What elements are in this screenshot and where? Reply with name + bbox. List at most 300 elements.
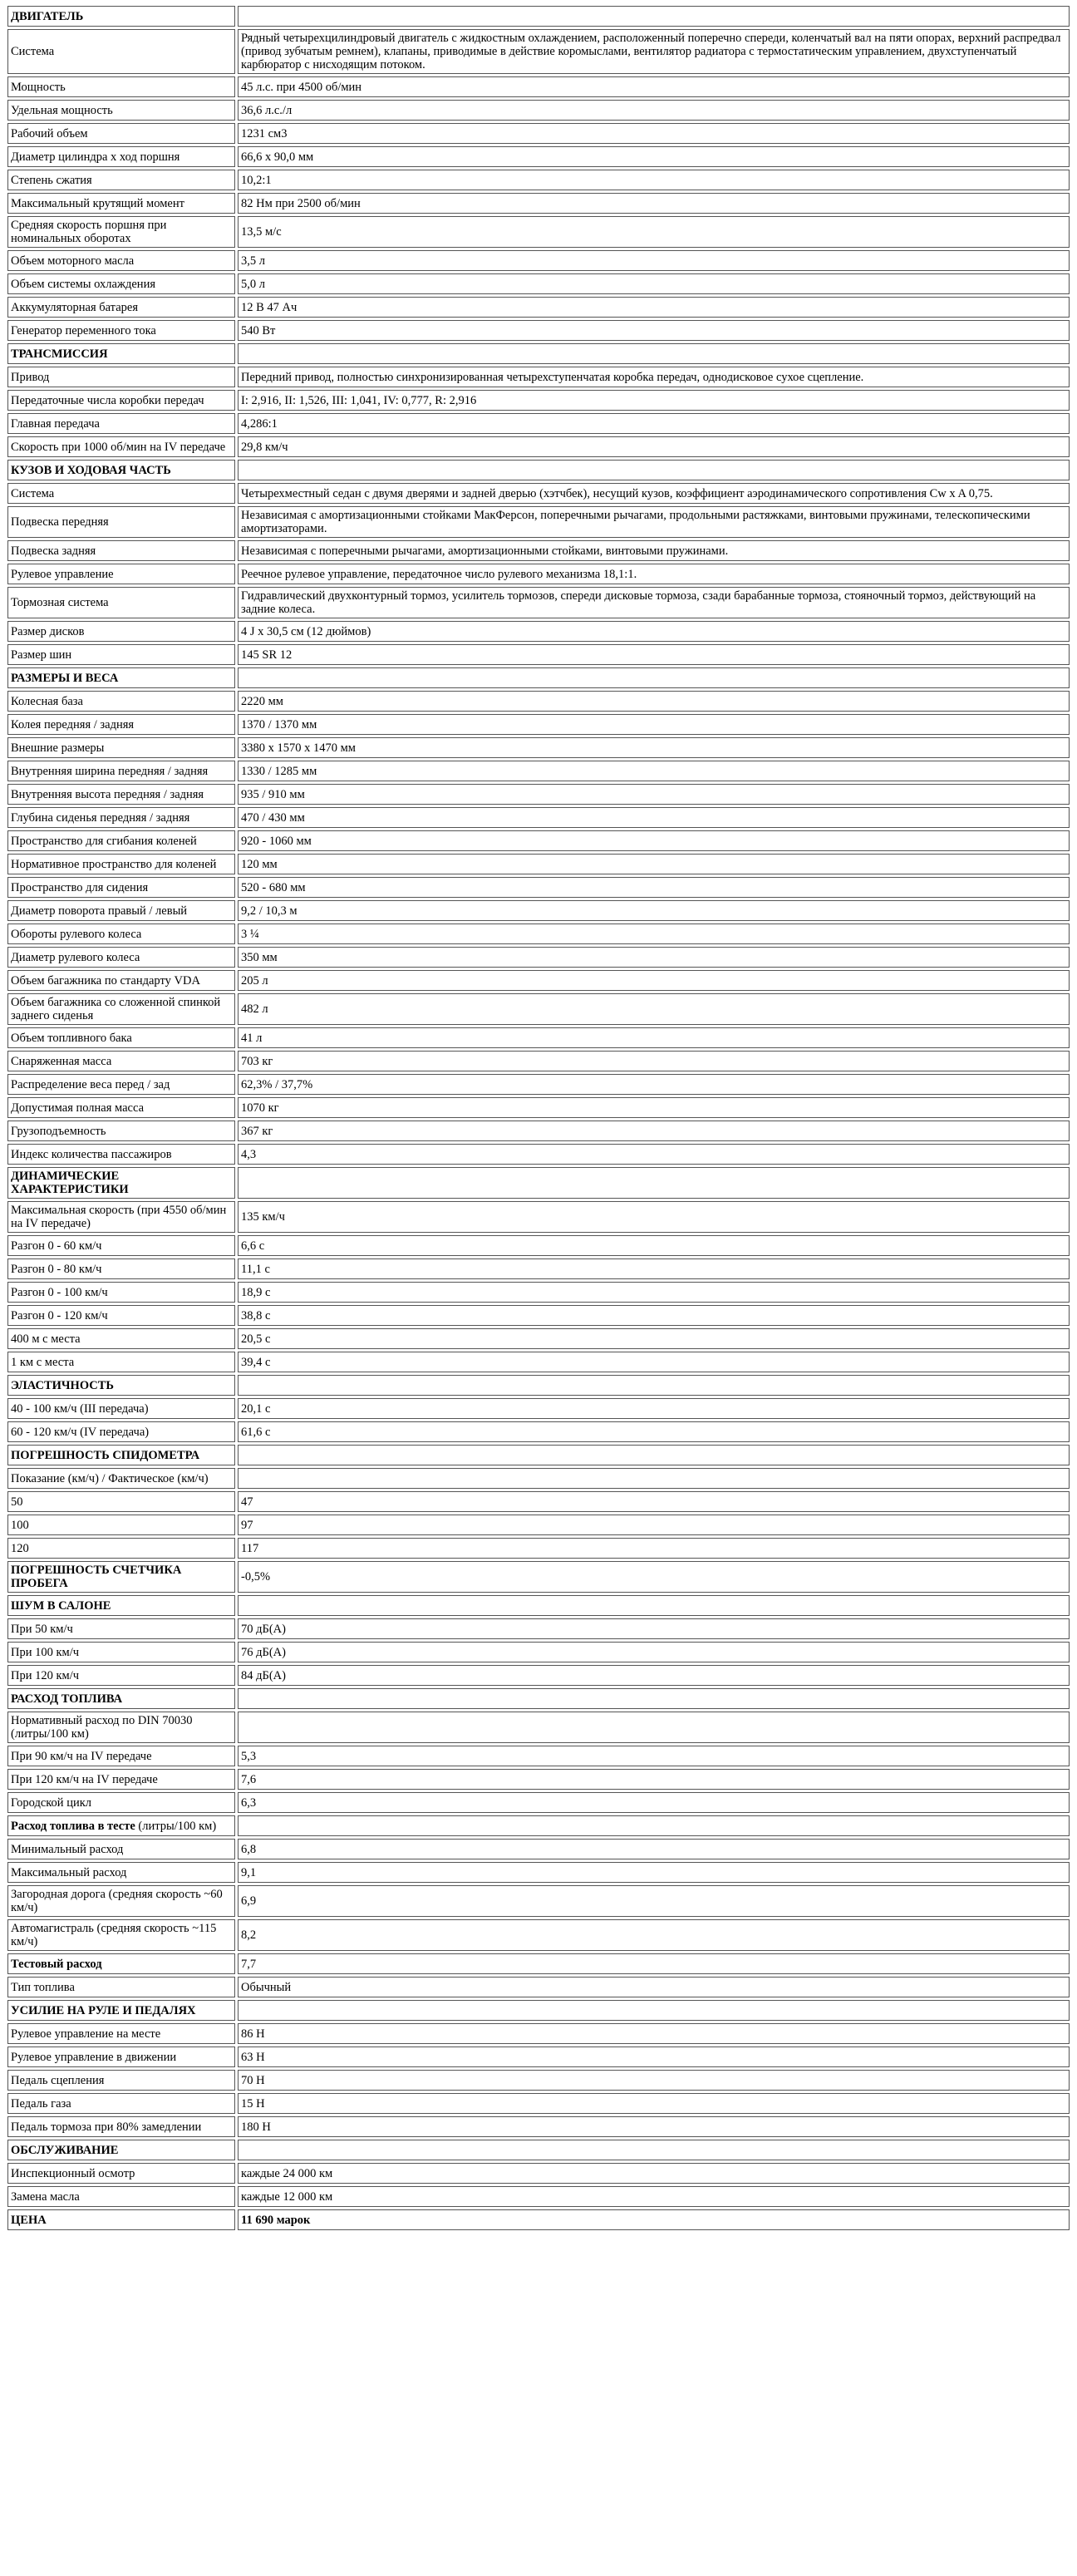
label-text: При 120 км/ч на IV передаче	[11, 1772, 158, 1786]
spec-value	[238, 1445, 1070, 1465]
spec-row	[7, 1491, 1070, 1512]
spec-row	[7, 1352, 1070, 1372]
label-text: ПОГРЕШНОСТЬ СПИДОМЕТРА	[11, 1448, 200, 1462]
label-text: Размер дисков	[11, 624, 85, 638]
spec-row	[7, 216, 1070, 248]
label-text: РАСХОД ТОПЛИВА	[11, 1692, 123, 1706]
spec-value	[238, 1712, 1070, 1743]
spec-label	[7, 367, 235, 387]
label-text: 400 м с места	[11, 1332, 81, 1346]
section-header-row	[7, 1953, 1070, 1974]
label-text: Разгон 0 - 80 км/ч	[11, 1262, 102, 1276]
spec-label	[7, 1977, 235, 1997]
spec-value: 3 ¼	[238, 924, 1070, 944]
label-text: Максимальный расход	[11, 1865, 127, 1879]
label-text: ОБСЛУЖИВАНИЕ	[11, 2143, 119, 2157]
spec-value: 5,0 л	[238, 273, 1070, 294]
section-title	[7, 1953, 235, 1974]
spec-row	[7, 587, 1070, 618]
label-text: Загородная дорога (средняя скорость ~60 км/ч)	[11, 1888, 223, 1914]
spec-label	[7, 1792, 235, 1813]
spec-row	[7, 1977, 1070, 1997]
spec-row	[7, 714, 1070, 735]
spec-label	[7, 390, 235, 411]
spec-value: 7,7	[238, 1953, 1070, 1974]
spec-value: 205 л	[238, 970, 1070, 991]
spec-value: 1070 кг	[238, 1097, 1070, 1118]
spec-label	[7, 1769, 235, 1790]
spec-label	[7, 691, 235, 712]
label-text: Мощность	[11, 80, 66, 94]
spec-value: 12 В 47 Ач	[238, 297, 1070, 318]
spec-value	[238, 1815, 1070, 1836]
label-text: Главная передача	[11, 416, 100, 431]
spec-value: 520 - 680 мм	[238, 877, 1070, 898]
section-title	[7, 1595, 235, 1616]
label-text: 100	[11, 1518, 29, 1532]
label-text: Разгон 0 - 60 км/ч	[11, 1239, 102, 1253]
label-text: Минимальный расход	[11, 1842, 124, 1856]
spec-value: 18,9 с	[238, 1282, 1070, 1303]
section-header-row	[7, 460, 1070, 480]
spec-label	[7, 644, 235, 665]
spec-row	[7, 1328, 1070, 1349]
spec-value: 86 Н	[238, 2023, 1070, 2044]
label-text: Педаль тормоза при 80% замедлении	[11, 2120, 202, 2134]
spec-row	[7, 2047, 1070, 2067]
label-text: ЦЕНА	[11, 2213, 47, 2227]
spec-label	[7, 1538, 235, 1559]
spec-row	[7, 390, 1070, 411]
spec-label	[7, 1919, 235, 1951]
spec-label	[7, 297, 235, 318]
spec-row	[7, 413, 1070, 434]
label-text: Расход топлива в тесте	[11, 1819, 135, 1833]
spec-value: Реечное рулевое управление, передаточное число рулевого механизма 18,1:1.	[238, 564, 1070, 584]
spec-row	[7, 29, 1070, 74]
spec-label	[7, 564, 235, 584]
label-text: При 120 км/ч	[11, 1668, 80, 1682]
spec-value: 3,5 л	[238, 250, 1070, 271]
spec-row	[7, 1712, 1070, 1743]
spec-value: 29,8 км/ч	[238, 436, 1070, 457]
spec-row	[7, 737, 1070, 758]
spec-row	[7, 1746, 1070, 1766]
spec-label	[7, 2023, 235, 2044]
section-header-row	[7, 1688, 1070, 1709]
label-text: Рулевое управление на месте	[11, 2027, 161, 2041]
section-title	[7, 6, 235, 27]
spec-value: каждые 24 000 км	[238, 2163, 1070, 2184]
section-header-row	[7, 343, 1070, 364]
spec-value: I: 2,916, II: 1,526, III: 1,041, IV: 0,777, R: 2,916	[238, 390, 1070, 411]
spec-value: 11 690 марок	[238, 2209, 1070, 2230]
label-text: 50	[11, 1495, 23, 1509]
spec-value: 36,6 л.с./л	[238, 100, 1070, 121]
spec-label	[7, 900, 235, 921]
spec-label	[7, 2070, 235, 2091]
spec-value: 145 SR 12	[238, 644, 1070, 665]
spec-label	[7, 1051, 235, 1071]
spec-value	[238, 1167, 1070, 1199]
spec-label	[7, 2163, 235, 2184]
label-text: Передаточные числа коробки передач	[11, 393, 204, 407]
spec-value: Обычный	[238, 1977, 1070, 1997]
spec-row	[7, 1121, 1070, 1141]
spec-row	[7, 2116, 1070, 2137]
spec-row	[7, 1862, 1070, 1883]
spec-row	[7, 2186, 1070, 2207]
spec-label	[7, 1201, 235, 1233]
label-text: Внутренняя высота передняя / задняя	[11, 787, 204, 801]
spec-label	[7, 1235, 235, 1256]
label-suffix: (литры/100 км)	[135, 1819, 217, 1833]
spec-value: 13,5 м/с	[238, 216, 1070, 248]
label-text: ТРАНСМИССИЯ	[11, 347, 108, 361]
label-text: ЭЛАСТИЧНОСТЬ	[11, 1378, 115, 1392]
spec-row	[7, 1885, 1070, 1917]
spec-label	[7, 1712, 235, 1743]
spec-label	[7, 1515, 235, 1535]
spec-value: 39,4 с	[238, 1352, 1070, 1372]
spec-value: 9,2 / 10,3 м	[238, 900, 1070, 921]
spec-row	[7, 970, 1070, 991]
section-title	[7, 1167, 235, 1199]
label-text: Глубина сиденья передняя / задняя	[11, 810, 190, 825]
label-text: Разгон 0 - 120 км/ч	[11, 1308, 108, 1322]
spec-label	[7, 193, 235, 214]
section-header-row	[7, 2000, 1070, 2021]
spec-label	[7, 1258, 235, 1279]
section-header-row	[7, 2140, 1070, 2160]
spec-label	[7, 830, 235, 851]
spec-value	[238, 343, 1070, 364]
spec-value: 38,8 с	[238, 1305, 1070, 1326]
section-title	[7, 1688, 235, 1709]
spec-row	[7, 1515, 1070, 1535]
spec-value: 76 дБ(А)	[238, 1642, 1070, 1662]
spec-label	[7, 76, 235, 97]
label-text: Максимальный крутящий момент	[11, 196, 184, 210]
spec-label	[7, 1074, 235, 1095]
spec-row	[7, 2163, 1070, 2184]
spec-row	[7, 1538, 1070, 1559]
section-title	[7, 460, 235, 480]
section-title	[7, 343, 235, 364]
label-text: Степень сжатия	[11, 173, 92, 187]
spec-value: Четырехместный седан с двумя дверями и задней дверью (хэтчбек), несущий кузов, коэффициент аэродинамического сопротивления Cw x A 0,75.	[238, 483, 1070, 504]
label-text: Подвеска передняя	[11, 515, 109, 529]
spec-row	[7, 1097, 1070, 1118]
section-header-row	[7, 1167, 1070, 1199]
spec-row	[7, 193, 1070, 214]
spec-value: 8,2	[238, 1919, 1070, 1951]
label-text: Тормозная система	[11, 596, 109, 609]
spec-label	[7, 2047, 235, 2067]
spec-row	[7, 691, 1070, 712]
spec-value: 70 дБ(А)	[238, 1618, 1070, 1639]
spec-row	[7, 1769, 1070, 1790]
spec-row	[7, 761, 1070, 781]
spec-value: 4 J x 30,5 см (12 дюймов)	[238, 621, 1070, 642]
spec-label	[7, 807, 235, 828]
section-header-row	[7, 667, 1070, 688]
label-text: Разгон 0 - 100 км/ч	[11, 1285, 108, 1299]
label-text: Распределение веса перед / зад	[11, 1077, 170, 1091]
spec-value	[238, 1688, 1070, 1709]
label-text: ДВИГАТЕЛЬ	[11, 9, 84, 23]
label-text: Автомагистраль (средняя скорость ~115 км/ч)	[11, 1922, 217, 1948]
label-text: Пространство для сидения	[11, 880, 149, 894]
label-text: Скорость при 1000 об/мин на IV передаче	[11, 440, 226, 454]
spec-value: 920 - 1060 мм	[238, 830, 1070, 851]
label-text: Нормативный расход по DIN 70030 (литры/100 км)	[11, 1714, 193, 1741]
spec-label	[7, 1352, 235, 1372]
spec-value	[238, 2140, 1070, 2160]
label-text: Объем системы охлаждения	[11, 277, 155, 291]
spec-row	[7, 993, 1070, 1025]
spec-label	[7, 146, 235, 167]
spec-label	[7, 1282, 235, 1303]
spec-value	[238, 2000, 1070, 2021]
spec-row	[7, 1839, 1070, 1859]
spec-value: 4,286:1	[238, 413, 1070, 434]
spec-row	[7, 367, 1070, 387]
spec-row	[7, 436, 1070, 457]
spec-value: 120 мм	[238, 854, 1070, 874]
spec-label	[7, 1097, 235, 1118]
spec-value: 1330 / 1285 мм	[238, 761, 1070, 781]
label-text: Диаметр рулевого колеса	[11, 950, 140, 964]
spec-row	[7, 900, 1070, 921]
label-text: 120	[11, 1541, 29, 1555]
spec-value	[238, 1468, 1070, 1489]
spec-value: 482 л	[238, 993, 1070, 1025]
spec-value: 470 / 430 мм	[238, 807, 1070, 828]
spec-label	[7, 621, 235, 642]
spec-label	[7, 1027, 235, 1048]
section-title	[7, 1375, 235, 1396]
spec-label	[7, 483, 235, 504]
spec-value: 6,9	[238, 1885, 1070, 1917]
section-title	[7, 1561, 235, 1593]
label-text: Удельная мощность	[11, 103, 113, 117]
spec-value: 6,6 с	[238, 1235, 1070, 1256]
label-text: 60 - 120 км/ч (IV передача)	[11, 1425, 150, 1439]
spec-value: 41 л	[238, 1027, 1070, 1048]
label-text: Объем багажника по стандарту VDA	[11, 973, 200, 988]
section-header-row	[7, 2209, 1070, 2230]
spec-label	[7, 714, 235, 735]
spec-label	[7, 924, 235, 944]
spec-value: 82 Нм при 2500 об/мин	[238, 193, 1070, 214]
spec-label	[7, 877, 235, 898]
spec-label	[7, 250, 235, 271]
spec-value: 7,6	[238, 1769, 1070, 1790]
spec-value: 45 л.с. при 4500 об/мин	[238, 76, 1070, 97]
label-text: Показание (км/ч) / Фактическое (км/ч)	[11, 1471, 209, 1485]
label-text: Система	[11, 486, 55, 500]
spec-label	[7, 1665, 235, 1686]
spec-value: 20,5 с	[238, 1328, 1070, 1349]
spec-value: 70 Н	[238, 2070, 1070, 2091]
spec-value	[238, 6, 1070, 27]
spec-row	[7, 947, 1070, 968]
spec-label	[7, 1144, 235, 1165]
spec-value: 61,6 с	[238, 1421, 1070, 1442]
section-header-row	[7, 1445, 1070, 1465]
spec-label	[7, 540, 235, 561]
spec-label	[7, 2116, 235, 2137]
label-text: ДИНАМИЧЕСКИЕ ХАРАКТЕРИСТИКИ	[11, 1170, 129, 1196]
spec-value: 15 Н	[238, 2093, 1070, 2114]
spec-label	[7, 273, 235, 294]
spec-value: Независимая с амортизационными стойками МакФерсон, поперечными рычагами, продольными растяжками, винтовыми пружинами, телескопическими амортизаторами.	[238, 506, 1070, 538]
spec-label	[7, 1746, 235, 1766]
spec-value: 135 км/ч	[238, 1201, 1070, 1233]
label-text: Замена масла	[11, 2189, 80, 2204]
section-title	[7, 667, 235, 688]
spec-row	[7, 1235, 1070, 1256]
spec-value	[238, 1595, 1070, 1616]
spec-value: 117	[238, 1538, 1070, 1559]
spec-value: 1231 см3	[238, 123, 1070, 144]
spec-label	[7, 1398, 235, 1419]
spec-value	[238, 460, 1070, 480]
label-text: Внешние размеры	[11, 741, 105, 755]
spec-row	[7, 320, 1070, 341]
spec-value: Независимая с поперечными рычагами, амортизационными стойками, винтовыми пружинами.	[238, 540, 1070, 561]
section-header-row	[7, 1375, 1070, 1396]
spec-value: 350 мм	[238, 947, 1070, 968]
section-header-row	[7, 1595, 1070, 1616]
spec-row	[7, 273, 1070, 294]
section-header-row	[7, 6, 1070, 27]
spec-row	[7, 76, 1070, 97]
spec-row	[7, 1201, 1070, 1233]
spec-row	[7, 1618, 1070, 1639]
spec-row	[7, 1027, 1070, 1048]
label-text: Подвеска задняя	[11, 544, 96, 558]
spec-value: 1370 / 1370 мм	[238, 714, 1070, 735]
label-text: Допустимая полная масса	[11, 1101, 145, 1115]
label-text: При 90 км/ч на IV передаче	[11, 1749, 152, 1763]
spec-row	[7, 100, 1070, 121]
spec-label	[7, 1305, 235, 1326]
spec-value	[238, 1375, 1070, 1396]
label-text: КУЗОВ И ХОДОВАЯ ЧАСТЬ	[11, 463, 171, 477]
spec-value: 47	[238, 1491, 1070, 1512]
spec-row	[7, 506, 1070, 538]
spec-label	[7, 784, 235, 805]
spec-row	[7, 483, 1070, 504]
spec-row	[7, 807, 1070, 828]
spec-row	[7, 1305, 1070, 1326]
spec-row	[7, 1258, 1070, 1279]
spec-row	[7, 784, 1070, 805]
spec-row	[7, 1792, 1070, 1813]
label-text: Аккумуляторная батарея	[11, 300, 138, 314]
spec-label	[7, 216, 235, 248]
spec-label	[7, 947, 235, 968]
spec-row	[7, 830, 1070, 851]
label-text: Тестовый расход	[11, 1957, 102, 1971]
spec-row	[7, 924, 1070, 944]
label-text: Тип топлива	[11, 1980, 75, 1994]
spec-row	[7, 1282, 1070, 1303]
label-text: Привод	[11, 370, 50, 384]
label-text: Объем багажника со сложенной спинкой заднего сиденья	[11, 996, 221, 1022]
spec-value: 20,1 с	[238, 1398, 1070, 1419]
spec-value: 84 дБ(А)	[238, 1665, 1070, 1686]
spec-value: 367 кг	[238, 1121, 1070, 1141]
label-text: Система	[11, 45, 55, 58]
label-text: Диаметр поворота правый / левый	[11, 904, 188, 918]
spec-value: 63 Н	[238, 2047, 1070, 2067]
label-text: Индекс количества пассажиров	[11, 1147, 172, 1161]
spec-label	[7, 1421, 235, 1442]
spec-value: Рядный четырехцилиндровый двигатель с жидкостным охлаждением, расположенный поперечно спереди, коленчатый вал на пяти опорах, верхний распредвал (привод зубчатым ремнем), клапаны, приводимые в действие коромыслами, вентилятор радиатора с термостатическим управлением, двухступенчатый карбюратор с нисходящим потоком.	[238, 29, 1070, 74]
spec-label	[7, 1862, 235, 1883]
spec-value: 11,1 с	[238, 1258, 1070, 1279]
spec-label	[7, 320, 235, 341]
label-text: При 100 км/ч	[11, 1645, 80, 1659]
spec-row	[7, 146, 1070, 167]
spec-row	[7, 540, 1070, 561]
spec-row	[7, 1919, 1070, 1951]
section-title	[7, 1815, 235, 1836]
spec-row	[7, 1144, 1070, 1165]
section-header-row	[7, 1561, 1070, 1593]
spec-label	[7, 1328, 235, 1349]
label-text: Рабочий объем	[11, 126, 88, 140]
label-text: ПОГРЕШНОСТЬ СЧЕТЧИКА ПРОБЕГА	[11, 1564, 182, 1590]
spec-value: 703 кг	[238, 1051, 1070, 1071]
spec-label	[7, 737, 235, 758]
label-text: Инспекционный осмотр	[11, 2166, 135, 2180]
spec-row	[7, 877, 1070, 898]
label-text: Городской цикл	[11, 1795, 91, 1810]
spec-value: Передний привод, полностью синхронизированная четырехступенчатая коробка передач, однодисковое сухое сцепление.	[238, 367, 1070, 387]
label-text: Генератор переменного тока	[11, 323, 156, 337]
spec-row	[7, 1665, 1070, 1686]
spec-label	[7, 1491, 235, 1512]
spec-row	[7, 1642, 1070, 1662]
label-text: Грузоподъемность	[11, 1124, 106, 1138]
spec-value: каждые 12 000 км	[238, 2186, 1070, 2207]
label-text: Колесная база	[11, 694, 83, 708]
spec-value: 4,3	[238, 1144, 1070, 1165]
spec-row	[7, 123, 1070, 144]
spec-label	[7, 993, 235, 1025]
label-text: Объем топливного бака	[11, 1031, 132, 1045]
label-text: Внутренняя ширина передняя / задняя	[11, 764, 209, 778]
spec-label	[7, 170, 235, 190]
spec-row	[7, 2093, 1070, 2114]
spec-row	[7, 564, 1070, 584]
spec-label	[7, 413, 235, 434]
section-title	[7, 1445, 235, 1465]
spec-value: 97	[238, 1515, 1070, 1535]
label-text: Пространство для сгибания коленей	[11, 834, 197, 848]
spec-row	[7, 2023, 1070, 2044]
spec-value: 9,1	[238, 1862, 1070, 1883]
label-text: Размер шин	[11, 648, 72, 662]
label-text: УСИЛИЕ НА РУЛЕ И ПЕДАЛЯХ	[11, 2003, 196, 2017]
label-text: 1 км с места	[11, 1355, 75, 1369]
label-text: Рулевое управление	[11, 567, 114, 581]
spec-table	[5, 3, 1072, 2233]
